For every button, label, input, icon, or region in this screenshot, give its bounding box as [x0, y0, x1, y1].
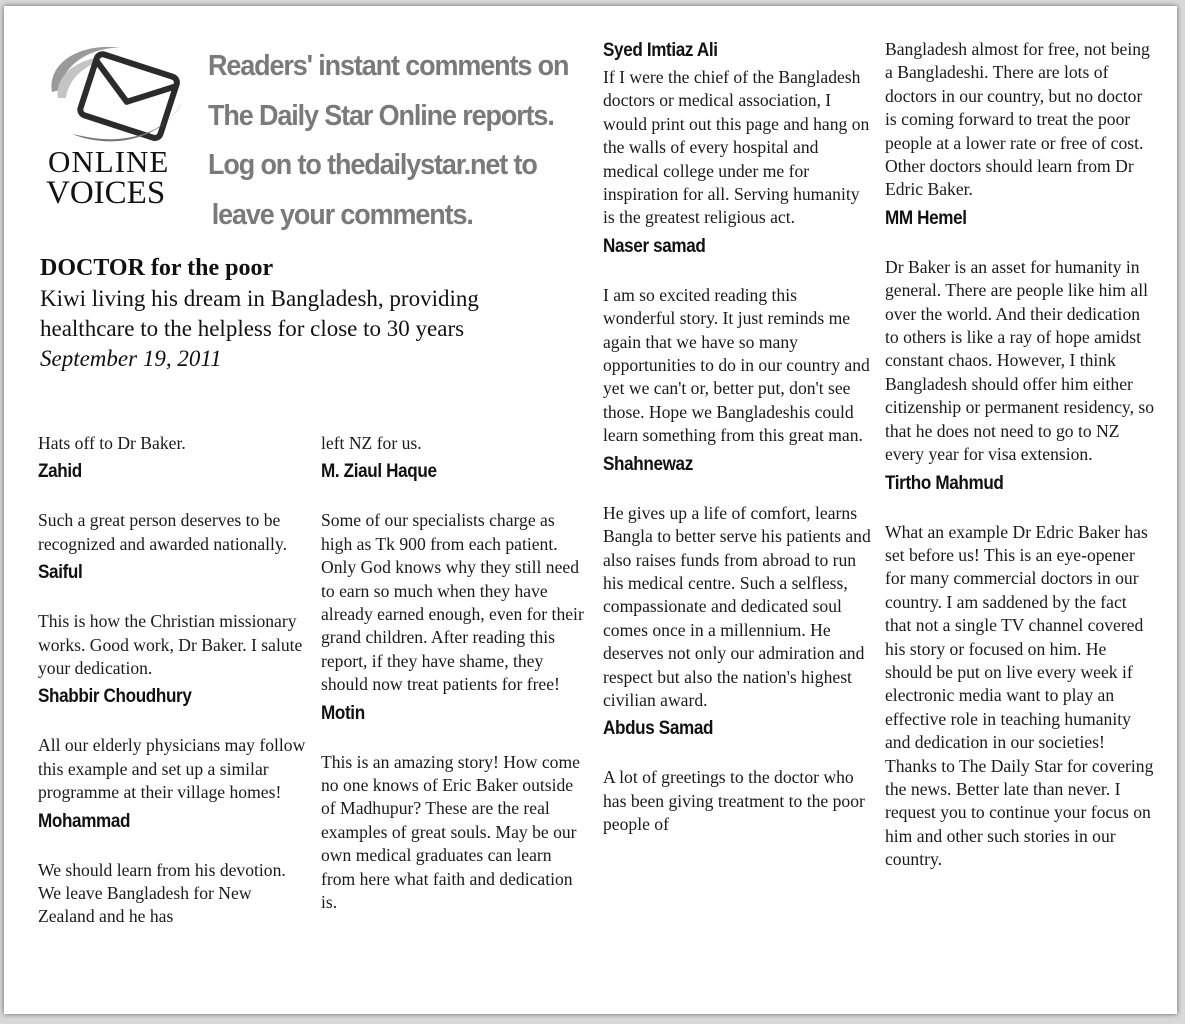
comment-text: Such a great person deserves to be recognized and awarded nationally. [38, 510, 287, 554]
banner-line: Log on to thedailystar.net to [208, 149, 537, 181]
newspaper-page [4, 6, 1177, 1014]
comment-text: Some of our specialists charge as high as Tk 900 from each patient. Only God knows why they still need to earn so much when they have already earned enough, even for their grand children. After reading this report, if they have shame, they should now treat patients for free! [321, 510, 584, 695]
comment-text: Hats off to Dr Baker. [38, 433, 186, 453]
comments-column-3 [603, 38, 871, 837]
comment-text: He gives up a life of comfort, learns Bangla to better serve his patients and also raises funds from abroad to run his medical centre. Such a selfless, compassionate and dedicated soul comes once in a millennium. He deserves not only our admiration and respect but also the nation's highest civilian award. [603, 502, 871, 710]
comment-text: I am so excited reading this wonderful story. It just reminds me again that we have so many opportunities to do in our country and yet we can't or, better put, don't see those. Hope we Bangladeshis could learn something from this great man. [603, 284, 870, 446]
comment-author: Shabbir Choudhury [38, 686, 192, 708]
comment-author: Zahid [38, 461, 82, 483]
comment-text: This is how the Christian missionary works. Good work, Dr Baker. I salute your dedication. [38, 611, 303, 679]
comments-column-4 [885, 38, 1155, 872]
article-date: September 19, 2011 [40, 346, 222, 371]
comment-text: Dr Baker is an asset for humanity in general. There are people like him all over the world. And their dedication to others is like a ray of hope amidst constant chaos. However, I think Bangladesh should offer him either citizenship or permanent residency, so that he does not need to go to NZ every year for visa extension. [885, 256, 1155, 465]
comment-text: If I were the chief of the Bangladesh doctors or medical association, I would print out this page and hang on the walls of every hospital and medical college under me for inspiration for all. Serving humanity is the greatest religious act. [603, 67, 870, 228]
banner-line: Readers' instant comments on [208, 50, 569, 82]
article-title: DOCTOR for the poor [40, 255, 274, 281]
comment-author: Naser samad [603, 235, 706, 257]
logo-text-voices: VOICES [46, 175, 166, 211]
comment-author: Saiful [38, 562, 83, 584]
comment-text: All our elderly physicians may follow this example and set up a similar programme at their village homes! [38, 735, 306, 803]
comment-author: Mohammad [38, 810, 131, 832]
comment-text: We should learn from his devotion. We leave Bangladesh for New Zealand and he has [38, 859, 286, 927]
online-voices-logo [42, 42, 192, 212]
comment-author: Tirtho Mahmud [885, 472, 1004, 494]
banner-line: The Daily Star Online reports. [208, 99, 554, 132]
comment-text: Bangladesh almost for free, not being a Bangladeshi. There are lots of doctors in our country, but no doctor is coming forward to treat the poor people at a lower rate or free of cost. Other doctors should learn from Dr Edric Baker. [885, 39, 1150, 200]
banner-line: leave your comments. [211, 198, 473, 231]
article-subtitle: healthcare to the helpless for close to 30 years [40, 316, 465, 341]
comments-column-2 [321, 432, 587, 915]
comment-author: MM Hemel [885, 207, 967, 229]
comments-column-1 [38, 432, 308, 929]
comment-author: Syed Imtiaz Ali [603, 40, 718, 61]
comment-author: Shahnewaz [603, 453, 693, 475]
envelope-icon [42, 42, 192, 152]
banner-text [208, 42, 569, 240]
comment-author: Motin [321, 702, 365, 724]
comment-text: This is an amazing story! How come no one knows of Eric Baker outside of Madhupur? These are the real examples of great souls. May be our own medical graduates can learn from here what faith and dedication is. [321, 751, 580, 913]
comment-text: What an example Dr Edric Baker has set before us! This is an eye-opener for many commercial doctors in our country. I am saddened by the fact that not a single TV channel covered his story or focused on him. He should be put on live every week if electronic media want to play an effective role in teaching humanity and dedication in our societies! Thanks to The Daily Star for covering the news. Better late than never. I request you to continue your focus on him and other such stories in our country. [885, 521, 1154, 870]
comment-text: A lot of greetings to the doctor who has been giving treatment to the poor people of [603, 767, 865, 835]
article-headline [40, 252, 580, 374]
comment-text: left NZ for us. [321, 433, 422, 453]
comment-author: M. Ziaul Haque [321, 461, 437, 483]
article-subtitle: Kiwi living his dream in Bangladesh, providing [40, 286, 479, 311]
comment-author: Abdus Samad [603, 718, 714, 740]
logo-text-online: ONLINE [48, 144, 170, 179]
